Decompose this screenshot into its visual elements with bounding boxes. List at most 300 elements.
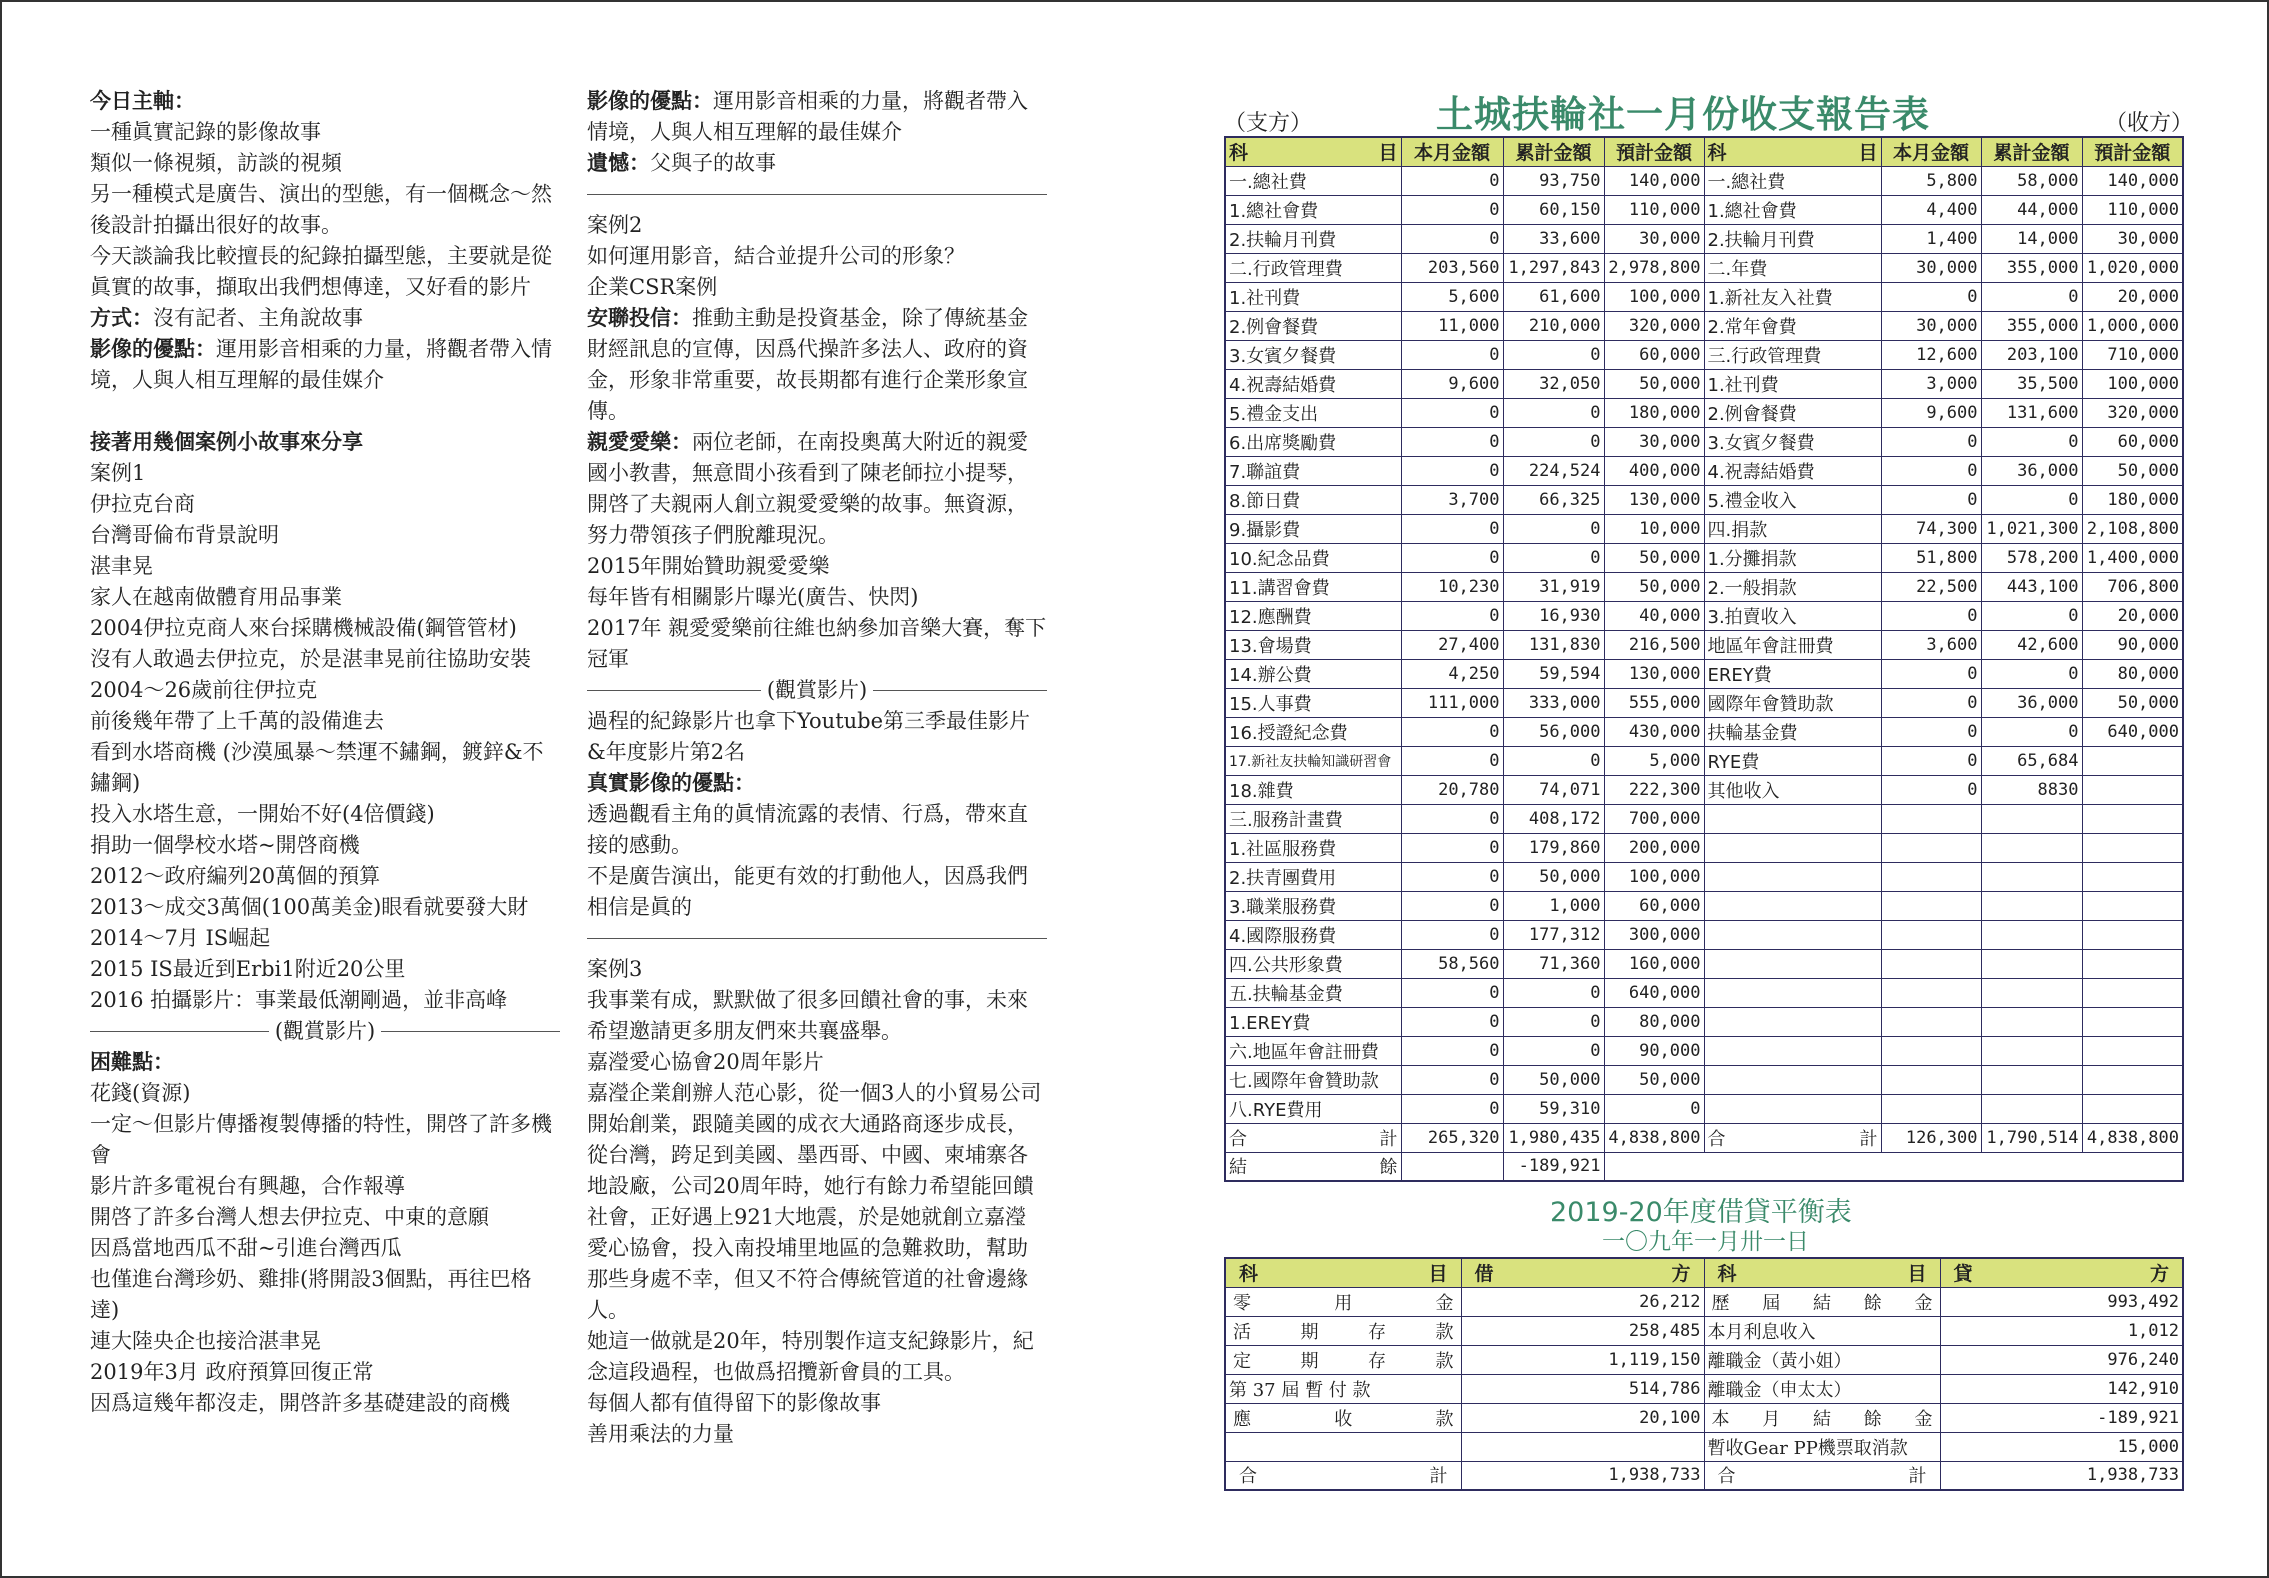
- row-amount: 320,000: [2082, 398, 2183, 427]
- row-amount: [2082, 862, 2183, 891]
- row-amount: [1981, 1007, 2082, 1036]
- row-item: 11.講習會費: [1225, 572, 1401, 601]
- paragraph: 今天談論我比較擅長的紀錄拍攝型態，主要就是從眞實的故事，擷取出我們想傳達，又好看的影片: [90, 244, 552, 299]
- row-amount: 36,000: [1981, 688, 2082, 717]
- row-amount: 131,600: [1981, 398, 2082, 427]
- header-month: 本月金額: [1401, 137, 1503, 166]
- row-amount: 0: [1881, 688, 1981, 717]
- row-item: 1.社區服務費: [1225, 833, 1401, 862]
- row-amount: 1,020,000: [2082, 253, 2183, 282]
- balance-row: [1225, 1152, 2183, 1181]
- row-item: 9.攝影費: [1225, 514, 1401, 543]
- account-amount: 976,240: [1940, 1345, 2183, 1374]
- row-amount: 1,000,000: [2082, 311, 2183, 340]
- row-amount: 0: [1981, 282, 2082, 311]
- labeled-paragraph: [587, 768, 1047, 799]
- paragraph: 2004伊拉克商人來台採購機械設備(鋼管管材): [90, 616, 517, 640]
- account-amount: 258,485: [1461, 1316, 1704, 1345]
- row-item: 15.人事費: [1225, 688, 1401, 717]
- row-amount: 0: [1401, 427, 1503, 456]
- row-amount: 1,400,000: [2082, 543, 2183, 572]
- row-amount: 700,000: [1604, 804, 1704, 833]
- balance-total-credit: 1,938,733: [1940, 1461, 2183, 1490]
- paragraph: 案例1: [90, 461, 146, 485]
- row-amount: [2082, 1094, 2183, 1123]
- header-credit-item: 科 目: [1704, 1258, 1940, 1287]
- table-row: [1225, 949, 2183, 978]
- table-row: [1225, 688, 2183, 717]
- divider-label: (觀賞影片): [766, 678, 868, 702]
- account-amount: 26,212: [1461, 1287, 1704, 1316]
- paragraph: 如何運用影音，結合並提升公司的形象？: [587, 244, 965, 268]
- table-row: [1225, 1007, 2183, 1036]
- row-item: 2.扶輪月刊費: [1704, 224, 1881, 253]
- row-amount: 216,500: [1604, 630, 1704, 659]
- row-amount: 42,600: [1981, 630, 2082, 659]
- row-amount: 0: [1881, 456, 1981, 485]
- income-side-label: （收方）: [2105, 111, 2194, 136]
- paragraph-text: 兩位老師，在南投奧萬大附近的親愛國小教書，無意間小孩看到了陳老師拉小提琴，開啓了夫親兩人創立親愛愛樂的故事。無資源，努力帶領孩子們脫離現況。: [587, 430, 1028, 547]
- row-amount: 408,172: [1503, 804, 1604, 833]
- row-amount: 0: [1401, 920, 1503, 949]
- table-row: [1225, 1065, 2183, 1094]
- total-row: [1225, 1123, 2183, 1152]
- paragraph: 另一種模式是廣告、演出的型態，有一個概念～然後設計拍攝出很好的故事。: [90, 182, 552, 237]
- row-item: 2.一般捐款: [1704, 572, 1881, 601]
- account-name: 應 收 款: [1225, 1403, 1461, 1432]
- row-amount: 0: [1401, 398, 1503, 427]
- row-amount: [2082, 746, 2183, 775]
- row-amount: 20,000: [2082, 601, 2183, 630]
- row-amount: 32,050: [1503, 369, 1604, 398]
- row-amount: 0: [1401, 1065, 1503, 1094]
- row-amount: 59,594: [1503, 659, 1604, 688]
- paragraph-label: 困難點：: [90, 1050, 174, 1074]
- table-row: [1225, 340, 2183, 369]
- total-expense-month: 265,320: [1401, 1123, 1503, 1152]
- row-amount: 3,000: [1881, 369, 1981, 398]
- row-item: 一.總社費: [1225, 166, 1401, 195]
- paragraph-label: 真實影像的優點：: [587, 771, 755, 795]
- row-amount: 160,000: [1604, 949, 1704, 978]
- paragraph: 過程的紀錄影片也拿下Youtube第三季最佳影片&年度影片第2名: [587, 709, 1031, 764]
- row-amount: 60,150: [1503, 195, 1604, 224]
- row-amount: 0: [1503, 427, 1604, 456]
- row-amount: [1881, 1036, 1981, 1065]
- row-item: 14.辦公費: [1225, 659, 1401, 688]
- row-amount: [1881, 920, 1981, 949]
- total-income-budget: 4,838,800: [2082, 1123, 2183, 1152]
- paragraph-label: 遺憾：: [587, 151, 650, 175]
- row-amount: 80,000: [1604, 1007, 1704, 1036]
- row-amount: [1881, 1065, 1981, 1094]
- row-amount: 71,360: [1503, 949, 1604, 978]
- table-row: [1225, 920, 2183, 949]
- row-amount: 31,919: [1503, 572, 1604, 601]
- row-amount: 5,600: [1401, 282, 1503, 311]
- balance-sheet-title: 2019-20年度借貸平衡表: [1550, 1197, 1852, 1228]
- row-amount: [2082, 1065, 2183, 1094]
- row-item: 地區年會註冊費: [1704, 630, 1881, 659]
- table-row: [1225, 775, 2183, 804]
- header-month: 本月金額: [1881, 137, 1981, 166]
- paragraph: 2013～成交3萬個(100萬美金)眼看就要發大財: [90, 895, 529, 919]
- row-amount: 130,000: [1604, 659, 1704, 688]
- row-amount: 203,100: [1981, 340, 2082, 369]
- header-budget: 預計金額: [2082, 137, 2183, 166]
- header-budget: 預計金額: [1604, 137, 1704, 166]
- row-item: 國際年會贊助款: [1704, 688, 1881, 717]
- account-name: 第 37 屆 暫 付 款: [1225, 1374, 1461, 1403]
- row-amount: 555,000: [1604, 688, 1704, 717]
- row-amount: 14,000: [1981, 224, 2082, 253]
- row-amount: 9,600: [1401, 369, 1503, 398]
- balance-label: 結 餘: [1225, 1152, 1401, 1181]
- row-amount: 710,000: [2082, 340, 2183, 369]
- row-item: 8.節日費: [1225, 485, 1401, 514]
- row-amount: 0: [1401, 514, 1503, 543]
- row-amount: 0: [1401, 543, 1503, 572]
- row-amount: [2082, 891, 2183, 920]
- row-item: 2.常年會費: [1704, 311, 1881, 340]
- row-amount: 210,000: [1503, 311, 1604, 340]
- text-column-left: [90, 86, 560, 1419]
- row-amount: [1981, 891, 2082, 920]
- row-amount: 16,930: [1503, 601, 1604, 630]
- row-amount: 4,400: [1881, 195, 1981, 224]
- paragraph: 透過觀看主角的眞情流露的表情、行爲，帶來直接的感動。: [587, 802, 1028, 857]
- row-amount: [1881, 1007, 1981, 1036]
- row-amount: 180,000: [1604, 398, 1704, 427]
- row-item: 三.行政管理費: [1704, 340, 1881, 369]
- row-amount: 640,000: [2082, 717, 2183, 746]
- row-amount: [1981, 862, 2082, 891]
- row-amount: [1881, 1094, 1981, 1123]
- row-amount: 90,000: [2082, 630, 2183, 659]
- paragraph: 2015 IS最近到Erbi1附近20公里: [90, 957, 406, 981]
- row-amount: [2082, 978, 2183, 1007]
- row-amount: 0: [1503, 398, 1604, 427]
- row-amount: [2082, 775, 2183, 804]
- row-amount: 8830: [1981, 775, 2082, 804]
- row-amount: 0: [1881, 282, 1981, 311]
- row-amount: [1981, 1036, 2082, 1065]
- row-amount: 22,500: [1881, 572, 1981, 601]
- balance-row: [1225, 1374, 2183, 1403]
- row-item: 四.捐款: [1704, 514, 1881, 543]
- account-name: 離職金（申太太）: [1704, 1374, 1940, 1403]
- row-item: 1.EREY費: [1225, 1007, 1401, 1036]
- row-amount: 2,978,800: [1604, 253, 1704, 282]
- row-amount: 640,000: [1604, 978, 1704, 1007]
- balance-total-row: [1225, 1461, 2183, 1490]
- paragraph: 沒有人敢過去伊拉克，於是湛聿晃前往協助安裝: [90, 647, 531, 671]
- row-item: [1704, 1094, 1881, 1123]
- row-amount: 20,000: [2082, 282, 2183, 311]
- row-item: 1.分攤捐款: [1704, 543, 1881, 572]
- row-amount: 44,000: [1981, 195, 2082, 224]
- section-divider: [587, 194, 1047, 195]
- balance-row: [1225, 1287, 2183, 1316]
- row-amount: 0: [1881, 427, 1981, 456]
- row-item: 1.總社會費: [1225, 195, 1401, 224]
- spacer: [90, 396, 560, 427]
- table-row: [1225, 659, 2183, 688]
- text-column-middle: [587, 86, 1047, 1450]
- row-amount: 0: [1503, 340, 1604, 369]
- row-amount: 578,200: [1981, 543, 2082, 572]
- header-credit: 貸 方: [1940, 1258, 2183, 1287]
- account-name: 離職金（黃小姐）: [1704, 1345, 1940, 1374]
- balance-total-debit: 1,938,733: [1461, 1461, 1704, 1490]
- row-item: [1704, 891, 1881, 920]
- table-row: [1225, 456, 2183, 485]
- account-amount: 1,012: [1940, 1316, 2183, 1345]
- paragraph: 不是廣告演出，能更有效的打動他人，因爲我們相信是眞的: [587, 864, 1028, 919]
- row-amount: 61,600: [1503, 282, 1604, 311]
- account-name: 本 月 結 餘 金: [1704, 1403, 1940, 1432]
- paragraph: 嘉瀅愛心協會20周年影片: [587, 1050, 824, 1074]
- row-item: 5.禮金收入: [1704, 485, 1881, 514]
- paragraph: 2014～7月 IS崛起: [90, 926, 271, 950]
- row-amount: 50,000: [2082, 688, 2183, 717]
- paragraph: 伊拉克台商: [90, 492, 195, 516]
- paragraph-text: 運用影音相乘的力量，將觀者帶入情境，人與人相互理解的最佳媒介: [587, 89, 1028, 144]
- table-row: [1225, 427, 2183, 456]
- account-amount: 1,119,150: [1461, 1345, 1704, 1374]
- paragraph-label: 親愛愛樂：: [587, 430, 692, 454]
- row-amount: 0: [1503, 978, 1604, 1007]
- row-item: 13.會場費: [1225, 630, 1401, 659]
- row-item: [1704, 804, 1881, 833]
- row-amount: 35,500: [1981, 369, 2082, 398]
- row-amount: 0: [1503, 1007, 1604, 1036]
- row-amount: [2082, 1007, 2183, 1036]
- account-amount: 993,492: [1940, 1287, 2183, 1316]
- paragraph: 影片許多電視台有興趣，合作報導: [90, 1174, 405, 1198]
- paragraph: 2019年3月 政府預算回復正常: [90, 1360, 374, 1384]
- row-amount: [1881, 833, 1981, 862]
- row-amount: 180,000: [2082, 485, 2183, 514]
- table-row: [1225, 833, 2183, 862]
- balance-sheet-date: 一〇九年一月卅一日: [1602, 1229, 1809, 1255]
- paragraph: 一種眞實記錄的影像故事: [90, 120, 321, 144]
- paragraph: 2012～政府編列20萬個的預算: [90, 864, 381, 888]
- row-amount: 9,600: [1881, 398, 1981, 427]
- paragraph: 湛聿晃: [90, 554, 153, 578]
- paragraph: 投入水塔生意，一開始不好(4倍價錢): [90, 802, 435, 826]
- row-item: [1704, 862, 1881, 891]
- row-amount: 100,000: [1604, 282, 1704, 311]
- row-amount: 0: [1881, 659, 1981, 688]
- row-amount: 0: [1604, 1094, 1704, 1123]
- row-amount: 0: [1981, 717, 2082, 746]
- paragraph: 前後幾年帶了上千萬的設備進去: [90, 709, 384, 733]
- table-row: [1225, 485, 2183, 514]
- row-item: 七.國際年會贊助款: [1225, 1065, 1401, 1094]
- row-item: 12.應酬費: [1225, 601, 1401, 630]
- paragraph-label: 影像的優點：: [90, 337, 216, 361]
- balance-row: [1225, 1432, 2183, 1461]
- row-amount: 4,250: [1401, 659, 1503, 688]
- row-amount: 430,000: [1604, 717, 1704, 746]
- row-amount: 0: [1401, 340, 1503, 369]
- paragraph: 每年皆有相關影片曝光(廣告、快閃): [587, 585, 919, 609]
- row-amount: 50,000: [2082, 456, 2183, 485]
- row-amount: 111,000: [1401, 688, 1503, 717]
- row-amount: 2,108,800: [2082, 514, 2183, 543]
- paragraph: 善用乘法的力量: [587, 1422, 734, 1446]
- paragraph: 家人在越南做體育用品事業: [90, 585, 342, 609]
- paragraph: 2016 拍攝影片：事業最低潮剛過，並非高峰: [90, 988, 508, 1012]
- paragraph: 每個人都有值得留下的影像故事: [587, 1391, 881, 1415]
- row-amount: [1881, 978, 1981, 1007]
- row-amount: 80,000: [2082, 659, 2183, 688]
- row-amount: 5,000: [1604, 746, 1704, 775]
- row-amount: 56,000: [1503, 717, 1604, 746]
- row-amount: 355,000: [1981, 311, 2082, 340]
- table-row: [1225, 195, 2183, 224]
- labeled-paragraph: [587, 303, 1047, 427]
- account-name: 活 期 存 款: [1225, 1316, 1461, 1345]
- table-row: [1225, 601, 2183, 630]
- row-amount: 0: [1401, 1094, 1503, 1123]
- row-amount: [1981, 1094, 2082, 1123]
- row-item: RYE費: [1704, 746, 1881, 775]
- table-row: [1225, 717, 2183, 746]
- row-amount: 0: [1401, 1007, 1503, 1036]
- paragraph: 類似一條視頻，訪談的視頻: [90, 151, 342, 175]
- row-amount: 200,000: [1604, 833, 1704, 862]
- row-amount: 1,400: [1881, 224, 1981, 253]
- row-amount: 0: [1503, 514, 1604, 543]
- row-amount: 0: [1401, 978, 1503, 1007]
- row-amount: 0: [1981, 601, 2082, 630]
- paragraph-text: 運用影音相乘的力量，將觀者帶入情境，人與人相互理解的最佳媒介: [90, 337, 552, 392]
- table-row: [1225, 543, 2183, 572]
- row-amount: 58,560: [1401, 949, 1503, 978]
- account-name: 定 期 存 款: [1225, 1345, 1461, 1374]
- row-item: 其他收入: [1704, 775, 1881, 804]
- row-amount: [1881, 891, 1981, 920]
- report-title: 土城扶輪社一月份收支報告表: [1436, 93, 1930, 136]
- row-item: 6.出席獎勵費: [1225, 427, 1401, 456]
- row-amount: 65,684: [1981, 746, 2082, 775]
- row-item: 八.RYE費用: [1225, 1094, 1401, 1123]
- labeled-paragraph: [587, 148, 1047, 179]
- paragraph-text: 沒有記者、主角說故事: [153, 306, 363, 330]
- row-amount: [1981, 1065, 2082, 1094]
- row-amount: 706,800: [2082, 572, 2183, 601]
- row-amount: 333,000: [1503, 688, 1604, 717]
- balance-row: [1225, 1345, 2183, 1374]
- header-debit-item: 科 目: [1225, 1258, 1461, 1287]
- account-name: 零 用 金: [1225, 1287, 1461, 1316]
- row-amount: 0: [1881, 717, 1981, 746]
- balance-row: [1225, 1403, 2183, 1432]
- row-amount: 93,750: [1503, 166, 1604, 195]
- row-amount: 1,021,300: [1981, 514, 2082, 543]
- row-amount: 10,230: [1401, 572, 1503, 601]
- table-row: [1225, 1036, 2183, 1065]
- row-item: 4.祝壽結婚費: [1704, 456, 1881, 485]
- paragraph: 連大陸央企也接洽湛聿晃: [90, 1329, 321, 1353]
- row-item: 四.公共形象費: [1225, 949, 1401, 978]
- paragraph: 也僅進台灣珍奶、雞排(將開設3個點，再往巴格達): [90, 1267, 532, 1322]
- paragraph-text: 父與子的故事: [650, 151, 776, 175]
- row-amount: 50,000: [1503, 862, 1604, 891]
- row-amount: 0: [1401, 224, 1503, 253]
- row-amount: [2082, 804, 2183, 833]
- row-amount: 5,800: [1881, 166, 1981, 195]
- row-item: [1704, 920, 1881, 949]
- expense-side-label: （支方）: [1224, 111, 1313, 136]
- row-amount: 0: [1401, 601, 1503, 630]
- paragraph-label: 今日主軸：: [90, 89, 195, 113]
- balance-header-row: [1225, 1258, 2183, 1287]
- row-amount: 50,000: [1604, 369, 1704, 398]
- row-item: 16.授證紀念費: [1225, 717, 1401, 746]
- row-item: 1.總社會費: [1704, 195, 1881, 224]
- paragraph: 案例2: [587, 213, 643, 237]
- row-amount: 40,000: [1604, 601, 1704, 630]
- total-income-cumulative: 1,790,514: [1981, 1123, 2082, 1152]
- labeled-paragraph: [90, 86, 560, 117]
- row-item: 3.職業服務費: [1225, 891, 1401, 920]
- row-amount: [2082, 833, 2183, 862]
- row-amount: [2082, 1036, 2183, 1065]
- row-amount: 0: [1981, 659, 2082, 688]
- video-divider: [587, 675, 1047, 706]
- row-item: 2.例會餐費: [1225, 311, 1401, 340]
- paragraph: 她這一做就是20年，特別製作這支紀錄影片，紀念這段過程，也做爲招攬新會員的工具。: [587, 1329, 1034, 1384]
- row-item: 1.社刊費: [1225, 282, 1401, 311]
- row-amount: 0: [1401, 166, 1503, 195]
- paragraph-label: 方式：: [90, 306, 153, 330]
- row-amount: 30,000: [1881, 311, 1981, 340]
- row-item: 4.祝壽結婚費: [1225, 369, 1401, 398]
- row-amount: 224,524: [1503, 456, 1604, 485]
- row-item: [1704, 949, 1881, 978]
- balance-value: -189,921: [1503, 1152, 1604, 1181]
- table-row: [1225, 514, 2183, 543]
- row-item: 4.國際服務費: [1225, 920, 1401, 949]
- row-amount: 0: [1401, 717, 1503, 746]
- table-row: [1225, 862, 2183, 891]
- row-amount: [1981, 978, 2082, 1007]
- row-amount: 0: [1401, 862, 1503, 891]
- table-row: [1225, 1094, 2183, 1123]
- row-item: 三.服務計畫費: [1225, 804, 1401, 833]
- header-item-income: 科 目: [1704, 137, 1881, 166]
- row-item: [1704, 1065, 1881, 1094]
- row-amount: 320,000: [1604, 311, 1704, 340]
- row-item: 二.行政管理費: [1225, 253, 1401, 282]
- row-amount: 50,000: [1604, 1065, 1704, 1094]
- section-divider: [587, 938, 1047, 939]
- header-cumulative: 累計金額: [1503, 137, 1604, 166]
- row-amount: 131,830: [1503, 630, 1604, 659]
- row-amount: 3,600: [1881, 630, 1981, 659]
- row-amount: 110,000: [2082, 195, 2183, 224]
- table-row: [1225, 253, 2183, 282]
- paragraph-label: 安聯投信：: [587, 306, 692, 330]
- row-amount: 60,000: [1604, 340, 1704, 369]
- paragraph: 開啓了許多台灣人想去伊拉克、中東的意願: [90, 1205, 489, 1229]
- row-amount: [1881, 949, 1981, 978]
- paragraph: 因爲當地西瓜不甜~引進台灣西瓜: [90, 1236, 402, 1260]
- table-row: [1225, 398, 2183, 427]
